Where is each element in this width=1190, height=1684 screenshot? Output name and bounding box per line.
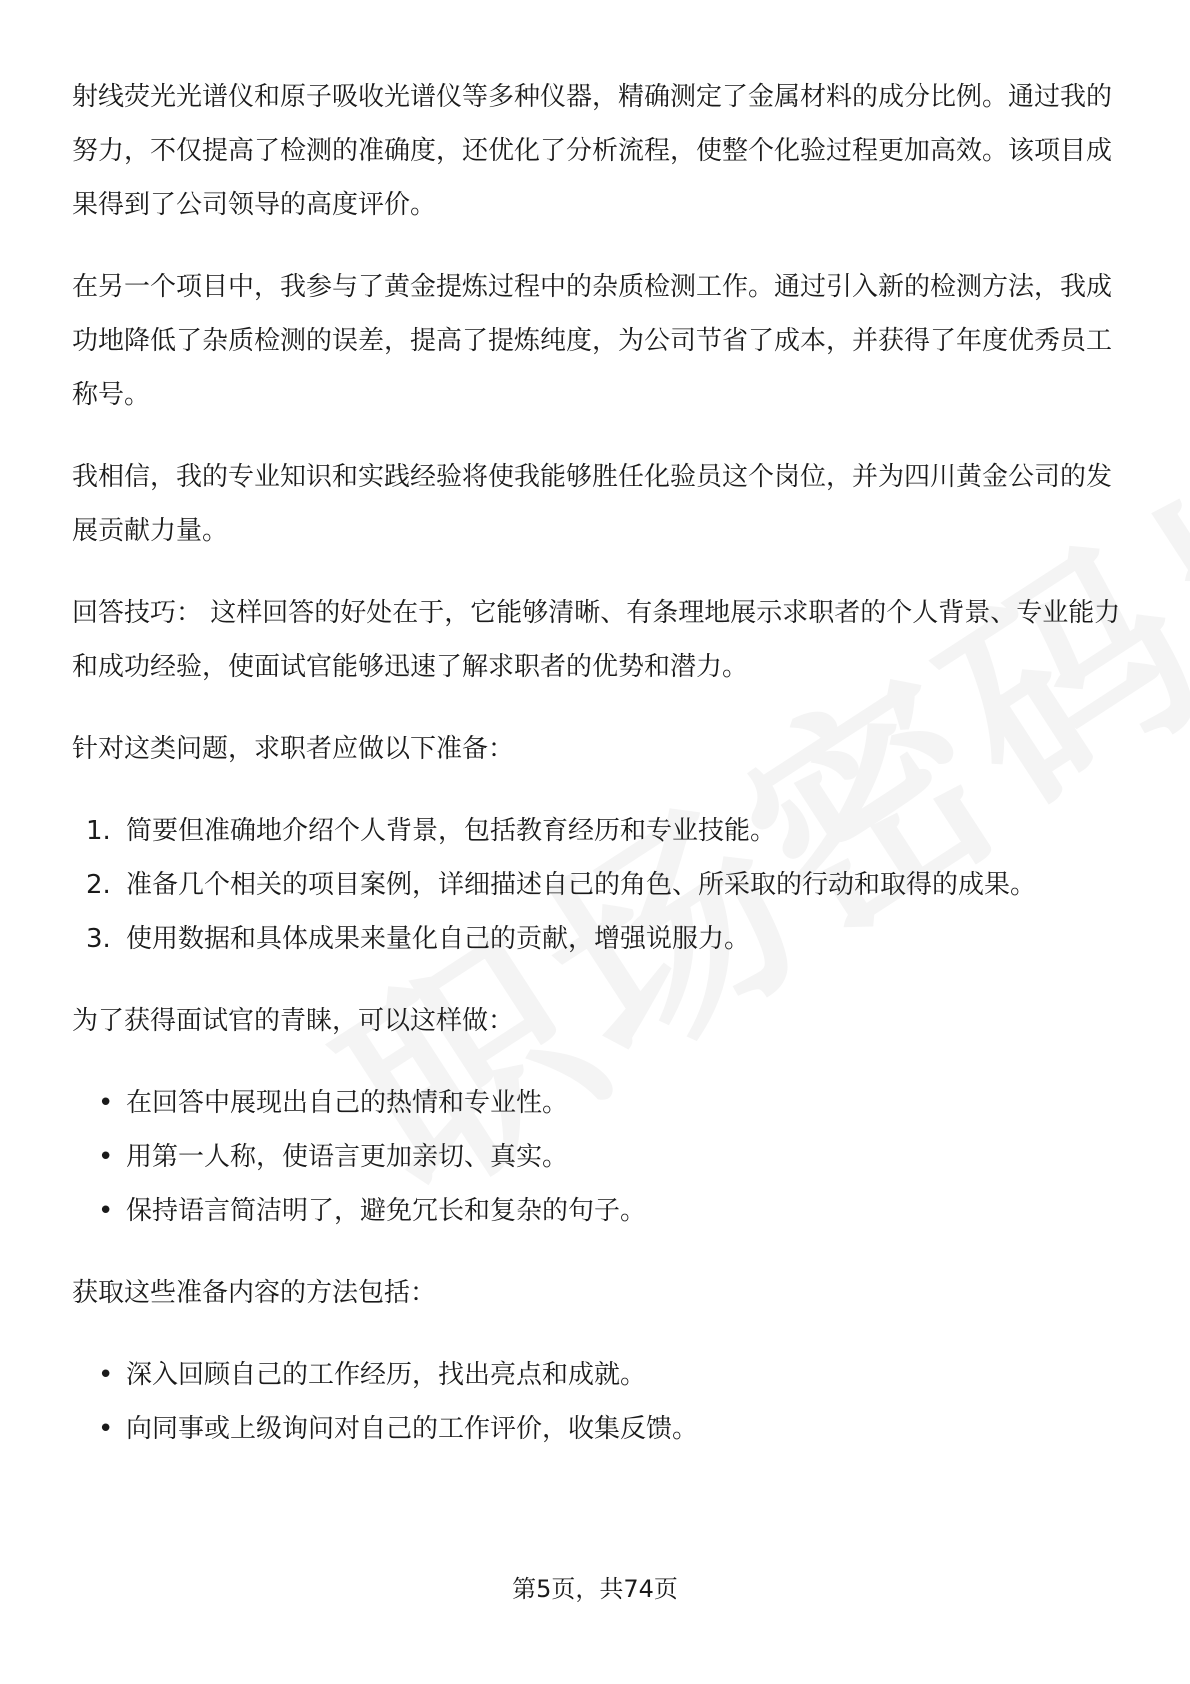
paragraph-gold-refining-project: 在另一个项目中，我参与了黄金提炼过程中的杂质检测工作。通过引入新的检测方法，我成功地降低了杂质检测的误差，提高了提炼纯度，为公司节省了成本，并获得了年度优秀员工称号。 <box>72 272 1113 410</box>
list-item-text: 向同事或上级询问对自己的工作评价，收集反馈。 <box>126 1414 699 1444</box>
impress-bullet-list <box>72 1076 1122 1238</box>
list-item <box>72 1348 1122 1402</box>
list-item <box>72 858 1122 912</box>
document-body <box>72 70 1122 1484</box>
paragraph-impress-interviewer: 为了获得面试官的青睐，可以这样做： <box>72 1006 515 1036</box>
list-item <box>72 912 1122 966</box>
paragraph-answer-tips: 回答技巧： 这样回答的好处在于，它能够清晰、有条理地展示求职者的个人背景、专业能力和成功经验，使面试官能够迅速了解求职者的优势和潜力。 <box>72 598 1121 682</box>
list-item-text: 使用数据和具体成果来量化自己的贡献，增强说服力。 <box>126 924 751 954</box>
list-item-text: 深入回顾自己的工作经历，找出亮点和成就。 <box>126 1360 647 1390</box>
bullet-icon: • <box>98 1142 114 1172</box>
list-item-text: 保持语言简洁明了，避免冗长和复杂的句子。 <box>126 1196 647 1226</box>
bullet-icon: • <box>98 1414 114 1444</box>
list-item <box>72 1076 1122 1130</box>
preparation-numbered-list <box>72 804 1122 966</box>
paragraph-instrument-analysis: 射线荧光光谱仪和原子吸收光谱仪等多种仪器，精确测定了金属材料的成分比例。通过我的努力，不仅提高了检测的准确度，还优化了分析流程，使整个化验过程更加高效。该项目成果得到了公司领导的高度评价。 <box>72 82 1113 220</box>
list-item <box>72 1130 1122 1184</box>
bullet-icon: • <box>98 1196 114 1226</box>
bullet-icon: • <box>98 1360 114 1390</box>
paragraph-conclusion: 我相信，我的专业知识和实践经验将使我能够胜任化验员这个岗位，并为四川黄金公司的发展贡献力量。 <box>72 462 1113 546</box>
list-item-text: 准备几个相关的项目案例，详细描述自己的角色、所采取的行动和取得的成果。 <box>126 870 1037 900</box>
list-number: 2. <box>86 870 111 900</box>
paragraph-methods-intro: 获取这些准备内容的方法包括： <box>72 1278 437 1308</box>
list-item-text: 在回答中展现出自己的热情和专业性。 <box>126 1088 569 1118</box>
list-item <box>72 1402 1122 1456</box>
bullet-icon: • <box>98 1088 114 1118</box>
list-number: 1. <box>86 816 111 846</box>
list-item-text: 简要但准确地介绍个人背景，包括教育经历和专业技能。 <box>126 816 777 846</box>
paragraph-preparation-intro: 针对这类问题，求职者应做以下准备： <box>72 734 515 764</box>
methods-bullet-list <box>72 1348 1122 1456</box>
list-number: 3. <box>86 924 111 954</box>
list-item-text: 用第一人称，使语言更加亲切、真实。 <box>126 1142 569 1172</box>
list-item <box>72 804 1122 858</box>
page-number-footer: 第5页，共74页 <box>512 1575 678 1603</box>
list-item <box>72 1184 1122 1238</box>
